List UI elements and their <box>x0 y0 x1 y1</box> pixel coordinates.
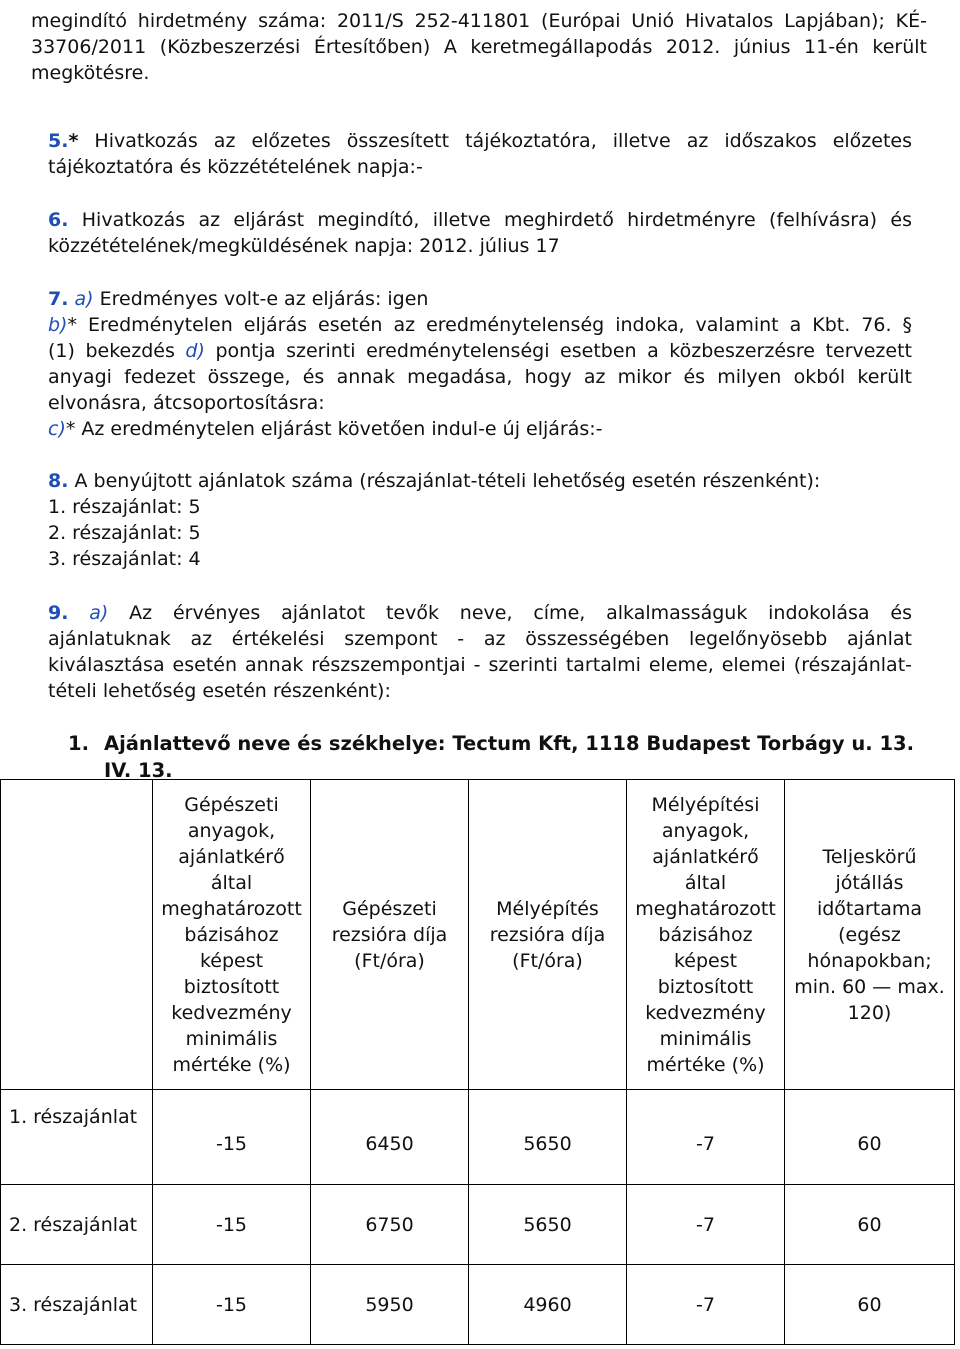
table-row <box>1 1265 955 1345</box>
section-7-c-label: c) <box>48 418 66 440</box>
header-text: időtartama <box>816 897 923 920</box>
table-cell: -7 <box>627 1090 785 1185</box>
section-6-number: 6. <box>48 209 69 231</box>
table-cell: 60 <box>785 1185 955 1265</box>
header-text: Gépészeti <box>184 793 279 816</box>
table-cell: -15 <box>153 1265 311 1345</box>
section-8-title-line <box>48 468 912 494</box>
section-5-line-1 <box>48 128 912 154</box>
section-8-number: 8. <box>48 470 69 492</box>
results-table <box>0 779 955 1345</box>
header-text: bázisához <box>658 923 753 946</box>
section-6 <box>48 207 912 259</box>
section-9-line-1 <box>48 600 912 626</box>
table-cell: 6450 <box>311 1090 469 1185</box>
section-7-c <box>48 416 912 442</box>
header-text: Mélyépítési <box>651 793 760 816</box>
header-text: 120) <box>847 1001 892 1024</box>
section-7-d-label: d) <box>185 340 205 362</box>
header-text: anyagok, <box>187 819 276 842</box>
section-7-b-label: b) <box>48 314 68 336</box>
row-label: 2. részajánlat <box>1 1185 153 1265</box>
section-7-b-line-2-start: (1) bekezdés <box>48 340 186 362</box>
section-7 <box>48 286 912 442</box>
table-cell: 5650 <box>469 1090 627 1185</box>
header-text: kedvezmény <box>171 1001 292 1024</box>
section-7-number: 7. <box>48 288 69 310</box>
table-cell: 60 <box>785 1265 955 1345</box>
table-header-cell <box>153 780 311 1090</box>
section-8 <box>48 468 912 572</box>
table-header-row <box>1 780 955 1090</box>
table-header-cell <box>469 780 627 1090</box>
section-6-line-1 <box>48 207 912 233</box>
section-9-number: 9. <box>48 602 69 624</box>
section-7-b-text: * Eredménytelen eljárás esetén az eredménytelenség indoka, valamint a Kbt. 76. § <box>67 314 912 336</box>
header-text: biztosított <box>657 975 754 998</box>
table-cell: -7 <box>627 1185 785 1265</box>
section-7-b-line-1 <box>48 312 912 338</box>
header-text: (Ft/óra) <box>354 949 425 972</box>
section-9-line-4: tételi lehetőség esetén részenként): <box>48 680 391 702</box>
section-9-line-1-text: Az érvényes ajánlatot tevők neve, címe, alkalmasságuk indokolása és <box>108 602 912 624</box>
table-cell: 4960 <box>469 1265 627 1345</box>
table-row <box>1 1090 955 1185</box>
section-9-line-2: ajánlatuknak az értékelési szempont - az összességében legelőnyösebb ajánlat <box>48 628 912 650</box>
header-text: rezsióra díja <box>331 923 448 946</box>
section-7-c-text: * Az eredménytelen eljárást követően indul-e új eljárás:- <box>65 418 603 440</box>
section-8-item-2: 2. részajánlat: 5 <box>48 522 201 544</box>
section-9 <box>48 600 912 704</box>
header-text: (Ft/óra) <box>512 949 583 972</box>
section-9-line-3: kiválasztása esetén annak részszempontjai - szerinti tartalmi eleme, elemei (részajánlat- <box>48 654 912 676</box>
header-text: minimális <box>659 1027 752 1050</box>
section-7-b-line-2 <box>48 338 912 364</box>
table-header-cell <box>785 780 955 1090</box>
header-text: jótállás <box>835 871 904 894</box>
header-text: Teljeskörű <box>822 845 917 868</box>
header-text: bázisához <box>184 923 279 946</box>
header-text: kedvezmény <box>645 1001 766 1024</box>
table-cell: -7 <box>627 1265 785 1345</box>
header-text: mértéke (%) <box>646 1053 765 1076</box>
section-5 <box>48 128 912 180</box>
table-header-empty <box>1 780 153 1090</box>
header-text: hónapokban; <box>807 949 932 972</box>
section-5-number: 5. <box>48 130 69 152</box>
section-5-line-2: tájékoztatóra és közzétételének napja:- <box>48 156 423 178</box>
header-text: által <box>684 871 727 894</box>
table-cell: -15 <box>153 1090 311 1185</box>
header-text: min. 60 — max. <box>794 975 945 998</box>
section-6-line-2: közzétételének/megküldésének napja: 2012. július 17 <box>48 235 560 257</box>
section-7-a-label: a) <box>74 288 94 310</box>
intro-line-1: megindító hirdetmény száma: 2011/S 252-411801 (Európai Unió Hivatalos Lapjában); KÉ- <box>31 10 927 32</box>
intro-line-3: megkötésre. <box>31 62 150 84</box>
header-text: mértéke (%) <box>172 1053 291 1076</box>
section-7-b-line-2-end: pontja szerinti eredménytelenségi esetben a közbeszerzésre tervezett <box>204 340 912 362</box>
header-text: minimális <box>185 1027 278 1050</box>
header-text: biztosított <box>183 975 280 998</box>
bidder-name-line-2: IV. 13. <box>104 759 173 782</box>
intro-paragraph <box>31 8 927 86</box>
table-cell: 6750 <box>311 1185 469 1265</box>
header-text: képest <box>199 949 264 972</box>
section-8-title: A benyújtott ajánlatok száma (részajánlat-tételi lehetőség esetén részenként): <box>68 470 821 492</box>
intro-line-2: 33706/2011 (Közbeszerzési Értesítőben) A keretmegállapodás 2012. június 11-én került <box>31 36 927 58</box>
table-cell: 60 <box>785 1090 955 1185</box>
section-7-a <box>48 286 912 312</box>
table-header-cell <box>311 780 469 1090</box>
header-text: ajánlatkérő <box>178 845 285 868</box>
table-cell: -15 <box>153 1185 311 1265</box>
header-text: Mélyépítés <box>496 897 599 920</box>
row-label: 1. részajánlat <box>1 1090 153 1185</box>
section-9-a-label: a) <box>89 602 109 624</box>
table-row <box>1 1185 955 1265</box>
table-cell: 5650 <box>469 1185 627 1265</box>
header-text: anyagok, <box>661 819 750 842</box>
section-5-text: Hivatkozás az előzetes összesített tájékoztatóra, illetve az időszakos előzetes <box>78 130 912 152</box>
header-text: rezsióra díja <box>489 923 606 946</box>
table-cell: 5950 <box>311 1265 469 1345</box>
header-text: Gépészeti <box>342 897 437 920</box>
header-text: képest <box>673 949 738 972</box>
header-text: által <box>210 871 253 894</box>
section-8-item-3: 3. részajánlat: 4 <box>48 548 201 570</box>
row-label: 3. részajánlat <box>1 1265 153 1345</box>
header-text: meghatározott <box>161 897 302 920</box>
section-6-text: Hivatkozás az eljárást megindító, illetve meghirdető hirdetményre (felhívásra) és <box>68 209 912 231</box>
header-text: (egész <box>838 923 901 946</box>
section-5-star: * <box>68 130 79 152</box>
bidder-number: 1. <box>68 732 89 755</box>
header-text: ajánlatkérő <box>652 845 759 868</box>
header-text: meghatározott <box>635 897 776 920</box>
table-header-cell <box>627 780 785 1090</box>
bidder-name-line-1: Ajánlattevő neve és székhelye: Tectum Kft, 1118 Budapest Torbágy u. 13. <box>104 732 915 755</box>
section-8-item-1: 1. részajánlat: 5 <box>48 496 201 518</box>
section-7-b-line-4: elvonásra, átcsoportosításra: <box>48 392 325 414</box>
section-7-b-line-3: anyagi fedezet összege, és annak megadása, hogy az mikor és milyen okból került <box>48 366 912 388</box>
section-7-a-text: Eredményes volt-e az eljárás: igen <box>93 288 429 310</box>
